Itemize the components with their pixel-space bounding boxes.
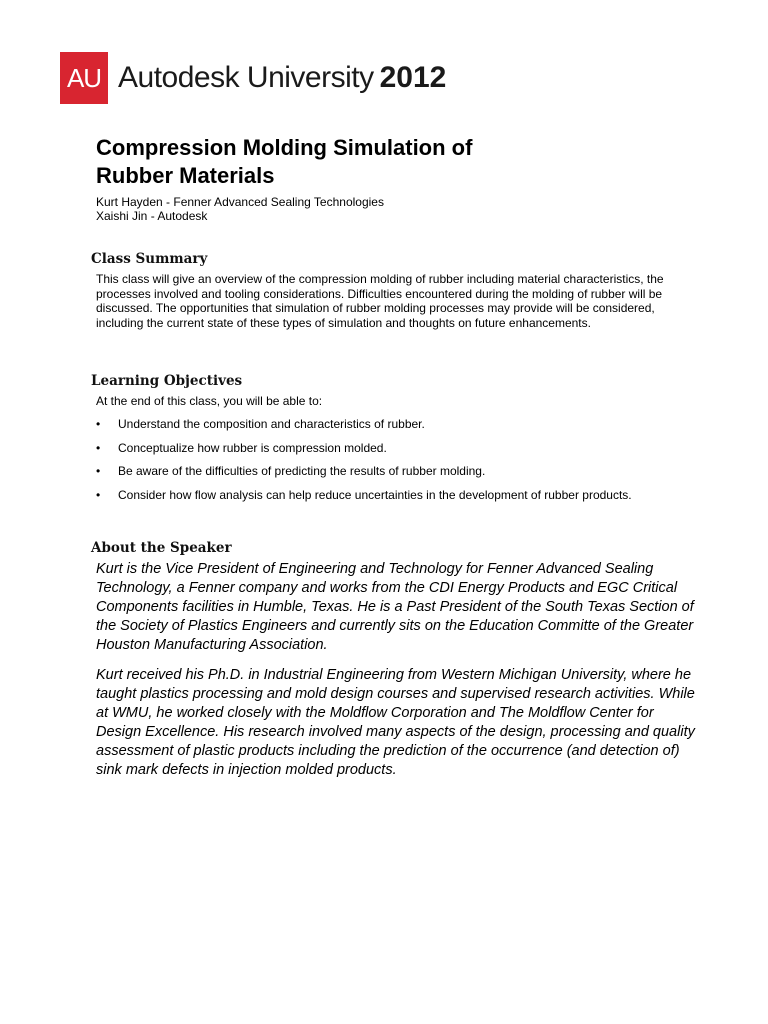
- about-speaker-heading: About the Speaker: [91, 540, 232, 556]
- document-title: [96, 134, 696, 190]
- list-item: [96, 487, 632, 511]
- objectives-list: [96, 416, 632, 510]
- bullet-icon: •: [96, 440, 101, 455]
- learning-objectives-intro: At the end of this class, you will be able to:: [96, 394, 323, 408]
- header-logo: [60, 52, 446, 104]
- objective-text: Understand the composition and characteristics of rubber.: [118, 417, 425, 431]
- title-line-1: Compression Molding Simulation of: [96, 135, 473, 160]
- list-item: [96, 440, 632, 464]
- author-line: Xaishi Jin - Autodesk: [96, 209, 208, 223]
- list-item: [96, 463, 632, 487]
- class-summary-heading: Class Summary: [91, 251, 208, 267]
- brand-title: [118, 61, 446, 95]
- objective-text: Be aware of the difficulties of predicting the results of rubber molding.: [118, 464, 486, 478]
- bullet-icon: •: [96, 487, 101, 502]
- author-line: Kurt Hayden - Fenner Advanced Sealing Technologies: [96, 195, 384, 209]
- objective-text: Consider how flow analysis can help reduce uncertainties in the development of rubber products.: [118, 487, 632, 502]
- speaker-bio-paragraph-1: Kurt is the Vice President of Engineering and Technology for Fenner Advanced Sealing Technology, a Fenner company and works from the CDI Energy Products and EGC Critical Components facilities in Humble, Texas. He is a Past President of the South Texas Section of the Society of Plastics Engineers and currently sits on the Education Committe of the Greater Houston Manufacturing Association.: [96, 561, 694, 653]
- speaker-bio-paragraph-2: Kurt received his Ph.D. in Industrial Engineering from Western Michigan University, where he taught plastics processing and mold design courses and supervised research activities. While at WMU, he worked closely with the Moldflow Corporation and The Moldflow Center for Design Excellence. His research involved many aspects of the design, processing and quality assessment of plastic products including the prediction of the occurrence (and detection of) sink mark defects in injection molded products.: [96, 667, 695, 778]
- authors: [96, 195, 384, 223]
- objective-text: Conceptualize how rubber is compression molded.: [118, 440, 387, 455]
- learning-objectives-heading: Learning Objectives: [91, 373, 243, 389]
- bullet-icon: •: [96, 417, 101, 431]
- list-item: [96, 416, 632, 440]
- bullet-icon: •: [96, 464, 101, 478]
- class-summary-body: This class will give an overview of the compression molding of rubber including material characteristics, the processes involved and tooling considerations. Difficulties encountered during the molding of rubber will be discussed. The opportunities that simulation of rubber molding processes may provide will be considered, including the current state of these types of simulation and thoughts on future enhancements.: [96, 272, 664, 330]
- brand-year: 2012: [379, 61, 447, 94]
- logo-text: AU: [66, 62, 102, 93]
- au-logo-icon: [60, 52, 108, 104]
- title-line-2: Rubber Materials: [96, 163, 275, 188]
- brand-name: Autodesk University: [118, 61, 374, 94]
